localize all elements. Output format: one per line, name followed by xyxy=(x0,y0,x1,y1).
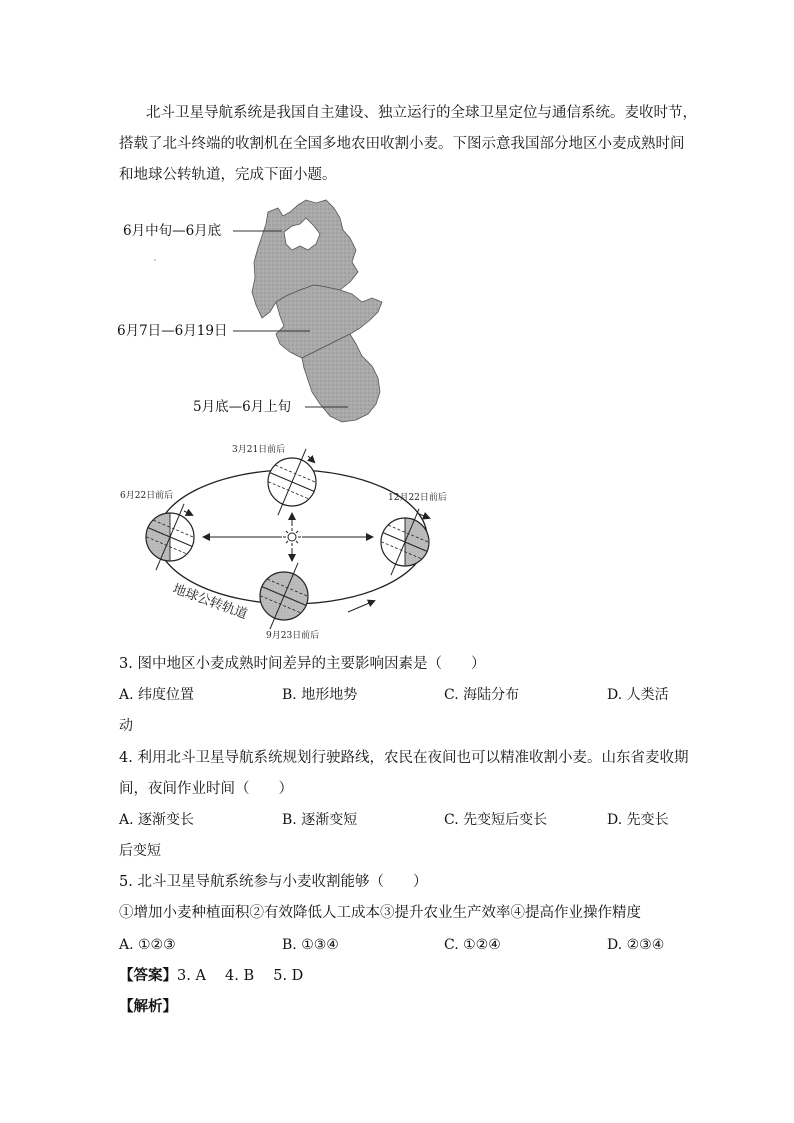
answer-row xyxy=(119,966,303,986)
map-label-bottom: 5月底—6月上旬 xyxy=(193,399,292,415)
intro-line-3: 和地球公转轨道，完成下面小题。 xyxy=(119,167,337,183)
q4-option-d-cont: 后变短 xyxy=(119,843,161,859)
map-label-top: 6月中旬—6月底 xyxy=(123,223,222,239)
q4-stem-2: 间，夜间作业时间（ ） xyxy=(119,781,293,797)
q4-option-b: B. 逐渐变短 xyxy=(282,812,358,828)
q5-option-c: C. ①②④ xyxy=(444,937,501,953)
earth-orbit-diagram xyxy=(0,430,794,650)
label-march: 3月21日前后 xyxy=(232,445,286,455)
intro-line-1: 北斗卫星导航系统是我国自主建设、独立运行的全球卫星定位与通信系统。麦收时节， xyxy=(146,105,697,121)
q5-items: ①增加小麦种植面积②有效降低人工成本③提升农业生产效率④提高作业操作精度 xyxy=(119,905,641,921)
q4-option-c: C. 先变短后变长 xyxy=(444,812,548,828)
q4-stem-1: 4. 利用北斗卫星导航系统规划行驶路线，农民在夜间也可以精准收割小麦。山东省麦收期 xyxy=(119,750,689,766)
q5-option-d: D. ②③④ xyxy=(607,937,665,953)
q3-option-a: A. 纬度位置 xyxy=(119,687,195,703)
q3-option-d-cont: 动 xyxy=(119,718,133,734)
map-label-mid: 6月7日—6月19日 xyxy=(117,323,228,339)
analysis-label: 【解析】 xyxy=(119,998,177,1015)
label-september: 9月23日前后 xyxy=(266,631,320,641)
q4-option-d: D. 先变长 xyxy=(607,812,669,828)
orbit-track-label: 地球公转轨道 xyxy=(170,581,250,623)
q3-stem: 3. 图中地区小麦成熟时间差异的主要影响因素是（ ） xyxy=(119,656,486,672)
label-december: 12月22日前后 xyxy=(388,493,447,503)
earth-september xyxy=(248,553,320,638)
orbit-direction-arrow xyxy=(348,601,374,612)
q3-option-d: D. 人类活 xyxy=(607,687,669,703)
answer-label: 【答案】 xyxy=(119,967,177,984)
answer-text: 3. A 4. B 5. D xyxy=(177,968,304,984)
q3-option-c: C. 海陆分布 xyxy=(444,687,520,703)
q5-option-a: A. ①②③ xyxy=(119,937,176,953)
q3-option-b: B. 地形地势 xyxy=(282,687,358,703)
label-june: 6月22日前后 xyxy=(120,491,174,501)
q5-stem: 5. 北斗卫星导航系统参与小麦收割能够（ ） xyxy=(119,874,428,890)
sun-icon xyxy=(283,528,301,546)
earth-december xyxy=(369,499,441,584)
intro-line-2: 搭载了北斗终端的收割机在全国多地农田收割小麦。下图示意我国部分地区小麦成熟时间 xyxy=(119,136,685,152)
q5-option-b: B. ①③④ xyxy=(282,937,339,953)
earth-june xyxy=(134,494,206,579)
q4-option-a: A. 逐渐变长 xyxy=(119,812,195,828)
map-shapes xyxy=(0,0,794,440)
